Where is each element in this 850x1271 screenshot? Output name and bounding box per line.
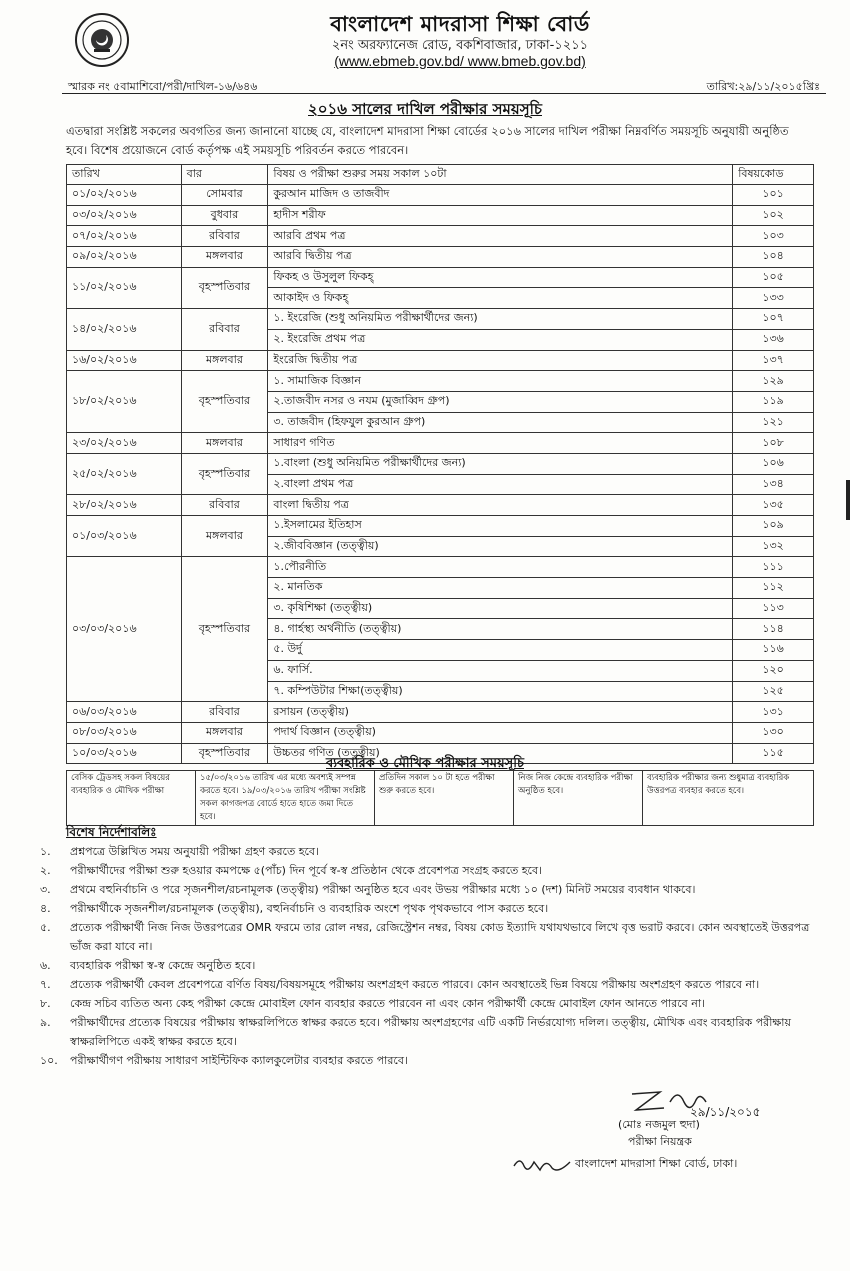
board-logo-icon: [74, 12, 130, 68]
instruction-item: [40, 994, 812, 1013]
instruction-text: কেন্দ্র সচিব ব্যতিত অন্য কেহ পরীক্ষা কেন্দ্রে মোবাইল ফোন ব্যবহার করতে পারবেন না এবং কোন পরীক্ষার্থী কেন্দ্রে মোবাইল ফোন আনতে পারবে না।: [70, 997, 705, 1010]
instruction-number: ১.: [40, 845, 51, 858]
cell-date: ১৮/০২/২০১৬: [67, 371, 182, 433]
header-day: বার: [181, 165, 268, 185]
cell-code: ১০৪: [733, 247, 814, 268]
instruction-item: [40, 918, 812, 956]
instruction-text: পরীক্ষার্থীকে সৃজনশীল/রচনামূলক (তত্ত্বীয়), বহুনির্বাচনি ও ব্যবহারিক অংশে পৃথক পৃথকভাবে পাস করতে হবে।: [70, 902, 549, 915]
table-row: [67, 371, 814, 392]
cell-date: ০৩/০২/২০১৬: [67, 205, 182, 226]
instruction-text: প্রত্যেক পরীক্ষার্থী নিজ নিজ উত্তরপত্রের OMR ফরমে তার রোল নম্বর, রেজিস্ট্রেশন নম্বর, বিষয় কোড ইত্যাদি যথাযথভাবে লিখে বৃত্ত ভরাট করবে। কোন অবস্থাতেই উত্তরপত্র ভাঁজ করা যাবে না।: [70, 921, 810, 953]
table-row: [67, 226, 814, 247]
table-row: [67, 495, 814, 516]
board-address: ২নং অরফ্যানেজ রোড, বকশিবাজার, ঢাকা-১২১১: [331, 38, 589, 53]
practical-row: [67, 771, 814, 826]
cell-code: ১৩৭: [733, 350, 814, 371]
cell-date: ১১/০২/২০১৬: [67, 267, 182, 308]
cell-subject: ৬. ফার্সি.: [268, 660, 733, 681]
issue-date: তারিখ:২৯/১১/২০১৫খ্রিঃ: [706, 80, 820, 93]
cell-subject: ৭. কম্পিউটার শিক্ষা(তত্ত্বীয়): [268, 681, 733, 702]
cell-code: ১১৬: [733, 640, 814, 661]
cell-date: ০১/০৩/২০১৬: [67, 516, 182, 557]
cell-subject: ২. মানতিক: [268, 578, 733, 599]
instruction-text: প্রশ্নপত্রে উল্লিখিত সময় অনুযায়ী পরীক্ষা গ্রহণ করতে হবে।: [70, 845, 319, 858]
instruction-item: [40, 861, 812, 880]
instructions-title: বিশেষ নির্দেশাবলিঃ: [66, 825, 157, 839]
cell-date: ০১/০২/২০১৬: [67, 185, 182, 206]
table-row: [67, 185, 814, 206]
cell-code: ১০৮: [733, 433, 814, 454]
instruction-text: ব্যবহারিক পরীক্ষা স্ব-স্ব কেন্দ্রে অনুষ্ঠিত হবে।: [70, 959, 256, 972]
cell-day: মঙ্গলবার: [181, 350, 268, 371]
cell-day: বৃহস্পতিবার: [181, 267, 268, 308]
cell-code: ১২৫: [733, 681, 814, 702]
cell-day: মঙ্গলবার: [181, 722, 268, 743]
cell-subject: ৪. গার্হস্থ্য অর্থনীতি (তত্ত্বীয়): [268, 619, 733, 640]
cell-subject: ১.পৌরনীতি: [268, 557, 733, 578]
cell-date: ২৮/০২/২০১৬: [67, 495, 182, 516]
table-row: [67, 433, 814, 454]
cell-day: বৃহস্পতিবার: [181, 371, 268, 433]
practical-cell: ১৫/০৩/২০১৬ তারিখ এর মধ্যে অবশ্যই সম্পন্ন করতে হবে। ১৯/০৩/২০১৬ তারিখ পরীক্ষা সংশ্লিষ্ট সকল কাগজপত্র বোর্ডে হাতে হাতে জমা দিতে হবে।: [196, 771, 375, 826]
cell-day: বৃহস্পতিবার: [181, 453, 268, 494]
signatory-organization: বাংলাদেশ মাদরাসা শিক্ষা বোর্ড, ঢাকা।: [575, 1157, 738, 1170]
cell-day: বৃহস্পতিবার: [181, 557, 268, 702]
cell-subject: ১. ইংরেজি (শুধু অনিয়মিত পরীক্ষার্থীদের জন্য): [268, 309, 733, 330]
table-row: [67, 267, 814, 288]
instruction-number: ১০.: [40, 1054, 58, 1067]
board-name: বাংলাদেশ মাদরাসা শিক্ষা বোর্ড: [330, 12, 590, 36]
signatory-name: (মোঃ নজমুল হুদা): [618, 1118, 700, 1131]
header-subject: বিষয় ও পরীক্ষা শুরুর সময় সকাল ১০টা: [268, 165, 733, 185]
cell-subject: ২.তাজবীদ নসর ও নযম (মুজাব্বিদ গ্রুপ): [268, 391, 733, 412]
cell-subject: ৩. কৃষিশিক্ষা (তত্ত্বীয়): [268, 598, 733, 619]
instruction-item: [40, 1051, 812, 1070]
signature-date: ২৯/১১/২০১৫: [690, 1105, 761, 1119]
cell-code: ১৩০: [733, 722, 814, 743]
practical-cell: প্রতিদিন সকাল ১০ টা হতে পরীক্ষা শুরু করতে হবে।: [375, 771, 514, 826]
cell-subject: আকাইদ ও ফিকহ্‌: [268, 288, 733, 309]
cell-code: ১১৪: [733, 619, 814, 640]
instruction-number: ৬.: [40, 959, 51, 972]
cell-code: ১২৯: [733, 371, 814, 392]
header-divider: [62, 93, 826, 94]
cell-code: ১০৯: [733, 516, 814, 537]
table-row: [67, 247, 814, 268]
instruction-item: [40, 880, 812, 899]
cell-subject: আরবি প্রথম পত্র: [268, 226, 733, 247]
cell-subject: ১. সামাজিক বিজ্ঞান: [268, 371, 733, 392]
cell-day: মঙ্গলবার: [181, 433, 268, 454]
cell-day: বুধবার: [181, 205, 268, 226]
table-row: [67, 516, 814, 537]
table-row: [67, 205, 814, 226]
cell-subject: ৫. উর্দু: [268, 640, 733, 661]
cell-code: ১১৩: [733, 598, 814, 619]
instruction-item: [40, 842, 812, 861]
practical-cell: ব্যবহারিক পরীক্ষার জন্য শুধুমাত্র ব্যবহারিক উত্তরপত্র ব্যবহার করতে হবে।: [643, 771, 814, 826]
cell-subject: কুরআন মাজিদ ও তাজবীদ: [268, 185, 733, 206]
practical-cell: নিজ নিজ কেন্দ্রে ব্যবহারিক পরীক্ষা অনুষ্ঠিত হবে।: [514, 771, 643, 826]
instruction-item: [40, 956, 812, 975]
cell-subject: বাংলা দ্বিতীয় পত্র: [268, 495, 733, 516]
practical-title: ব্যবহারিক ও মৌখিক পরীক্ষার সময়সূচি: [326, 756, 524, 771]
cell-code: ১৩৪: [733, 474, 814, 495]
schedule-table: [66, 164, 814, 764]
cell-subject: ২.বাংলা প্রথম পত্র: [268, 474, 733, 495]
cell-day: রবিবার: [181, 702, 268, 723]
header-code: বিষয়কোড: [733, 165, 814, 185]
cell-subject: ১.বাংলা (শুধু অনিয়মিত পরীক্ষার্থীদের জন্য): [268, 453, 733, 474]
table-row: [67, 453, 814, 474]
cell-date: ২৫/০২/২০১৬: [67, 453, 182, 494]
cell-code: ১১১: [733, 557, 814, 578]
practical-cell: বেসিক ট্রেডসহ সকল বিষয়ের ব্যবহারিক ও মৌখিক পরীক্ষা: [67, 771, 196, 826]
table-row: [67, 350, 814, 371]
cell-day: সোমবার: [181, 185, 268, 206]
table-row: [67, 557, 814, 578]
table-row: [67, 309, 814, 330]
cell-day: মঙ্গলবার: [181, 516, 268, 557]
cell-subject: ১.ইসলামের ইতিহাস: [268, 516, 733, 537]
instruction-number: ৩.: [40, 883, 51, 896]
practical-table: [66, 770, 814, 826]
instruction-item: [40, 975, 812, 994]
cell-code: ১০৬: [733, 453, 814, 474]
table-row: [67, 722, 814, 743]
signatory-designation: পরীক্ষা নিয়ন্ত্রক: [628, 1135, 692, 1148]
page-title: ২০১৬ সালের দাখিল পরীক্ষার সময়সূচি: [308, 100, 542, 118]
instruction-number: ৭.: [40, 978, 51, 991]
cell-code: ১২১: [733, 412, 814, 433]
cell-date: ০৯/০২/২০১৬: [67, 247, 182, 268]
cell-subject: উচ্চতর গণিত (তত্ত্বীয়): [268, 743, 733, 764]
cell-day: রবিবার: [181, 226, 268, 247]
initials-signature-icon: [512, 1152, 574, 1174]
instruction-text: পরীক্ষার্থীদের প্রত্যেক বিষয়ের পরীক্ষায় স্বাক্ষরলিপিতে স্বাক্ষর করতে হবে। পরীক্ষায় অংশগ্রহণের এটি একটি নির্ভরযোগ্য দলিল। তত্ত্বীয়, মৌখিক এবং ব্যবহারিক পরীক্ষায় স্বাক্ষরলিপিতে একই স্বাক্ষর করতে হবে।: [70, 1016, 791, 1048]
cell-day: বৃহস্পতিবার: [181, 743, 268, 764]
cell-subject: সাধারণ গণিত: [268, 433, 733, 454]
schedule-header-row: [67, 165, 814, 185]
cell-code: ১১২: [733, 578, 814, 599]
board-website-link[interactable]: (www.ebmeb.gov.bd/ www.bmeb.gov.bd): [334, 53, 586, 69]
cell-code: ১২০: [733, 660, 814, 681]
cell-code: ১৩৫: [733, 495, 814, 516]
cell-date: ১০/০৩/২০১৬: [67, 743, 182, 764]
intro-paragraph: এতদ্বারা সংশ্লিষ্ট সকলের অবগতির জন্য জানানো যাচ্ছে যে, বাংলাদেশ মাদরাসা শিক্ষা বোর্ডের ২০১৬ সালের দাখিল পরীক্ষা নিম্নবর্ণিত সময়সূচি অনুযায়ী অনুষ্ঠিত হবে। বিশেষ প্রয়োজনে বোর্ড কর্তৃপক্ষ এই সময়সূচি পরিবর্তন করতে পারবেন।: [66, 124, 789, 157]
instruction-number: ৫.: [40, 921, 51, 934]
cell-date: ০৬/০৩/২০১৬: [67, 702, 182, 723]
cell-subject: ২.জীববিজ্ঞান (তত্ত্বীয়): [268, 536, 733, 557]
cell-code: ১৩৩: [733, 288, 814, 309]
cell-code: ১৩২: [733, 536, 814, 557]
cell-subject: আরবি দ্বিতীয় পত্র: [268, 247, 733, 268]
cell-date: ০৭/০২/২০১৬: [67, 226, 182, 247]
instruction-text: প্রত্যেক পরীক্ষার্থী কেবল প্রবেশপত্রে বর্ণিত বিষয়/বিষয়সমূহে পরীক্ষায় অংশগ্রহণ করতে পারবে। কোন অবস্থাতেই ভিন্ন বিষয়ে পরীক্ষায় অংশগ্রহণ করতে পারবে না।: [70, 978, 760, 991]
cell-day: মঙ্গলবার: [181, 247, 268, 268]
cell-date: ১৬/০২/২০১৬: [67, 350, 182, 371]
cell-date: ০৩/০৩/২০১৬: [67, 557, 182, 702]
cell-subject: ২. ইংরেজি প্রথম পত্র: [268, 329, 733, 350]
instruction-text: প্রথমে বহুনির্বাচনি ও পরে সৃজনশীল/রচনামূলক (তত্ত্বীয়) পরীক্ষা অনুষ্ঠিত হবে এবং উভয় পরীক্ষার মধ্যে ১০ (দশ) মিনিট সময়ের ব্যবধান থাকবে।: [70, 883, 696, 896]
instruction-number: ৮.: [40, 997, 51, 1010]
instruction-number: ৪.: [40, 902, 51, 915]
memo-number: স্মারক নং ৫বামাশিবো/পরী/দাখিল-১৬/৬৪৬: [68, 80, 258, 93]
cell-subject: হাদীস শরীফ: [268, 205, 733, 226]
scan-edge-mark: [846, 480, 850, 520]
instruction-number: ২.: [40, 864, 51, 877]
cell-date: ১৪/০২/২০১৬: [67, 309, 182, 350]
instruction-number: ৯.: [40, 1016, 51, 1029]
instruction-item: [40, 1013, 812, 1051]
cell-date: ০৮/০৩/২০১৬: [67, 722, 182, 743]
instruction-text: পরীক্ষার্থীদের পরীক্ষা শুরু হওয়ার কমপক্ষে ৫(পাঁচ) দিন পূর্বে স্ব-স্ব প্রতিষ্ঠান থেকে প্রবেশপত্র সংগ্রহ করতে হবে।: [70, 864, 543, 877]
cell-code: ১১৫: [733, 743, 814, 764]
instruction-text: পরীক্ষার্থীগণ পরীক্ষায় সাধারণ সাইন্টিফিক ক্যালকুলেটার ব্যবহার করতে পারবে।: [70, 1054, 408, 1067]
cell-subject: ফিকহ ও উসুলুল ফিকহ্‌: [268, 267, 733, 288]
cell-code: ১০৩: [733, 226, 814, 247]
cell-subject: ৩. তাজবীদ (হিফযুল কুরআন গ্রুপ): [268, 412, 733, 433]
cell-code: ১০৫: [733, 267, 814, 288]
cell-date: ২৩/০২/২০১৬: [67, 433, 182, 454]
instructions-list: [40, 842, 812, 1070]
cell-day: রবিবার: [181, 495, 268, 516]
cell-subject: পদার্থ বিজ্ঞান (তত্ত্বীয়): [268, 722, 733, 743]
cell-code: ১১৯: [733, 391, 814, 412]
instruction-item: [40, 899, 812, 918]
cell-subject: রসায়ন (তত্ত্বীয়): [268, 702, 733, 723]
cell-subject: ইংরেজি দ্বিতীয় পত্র: [268, 350, 733, 371]
cell-code: ১০৭: [733, 309, 814, 330]
cell-code: ১০২: [733, 205, 814, 226]
cell-day: রবিবার: [181, 309, 268, 350]
cell-code: ১০১: [733, 185, 814, 206]
cell-code: ১৩১: [733, 702, 814, 723]
table-row: [67, 702, 814, 723]
header-date: তারিখ: [67, 165, 182, 185]
cell-code: ১৩৬: [733, 329, 814, 350]
